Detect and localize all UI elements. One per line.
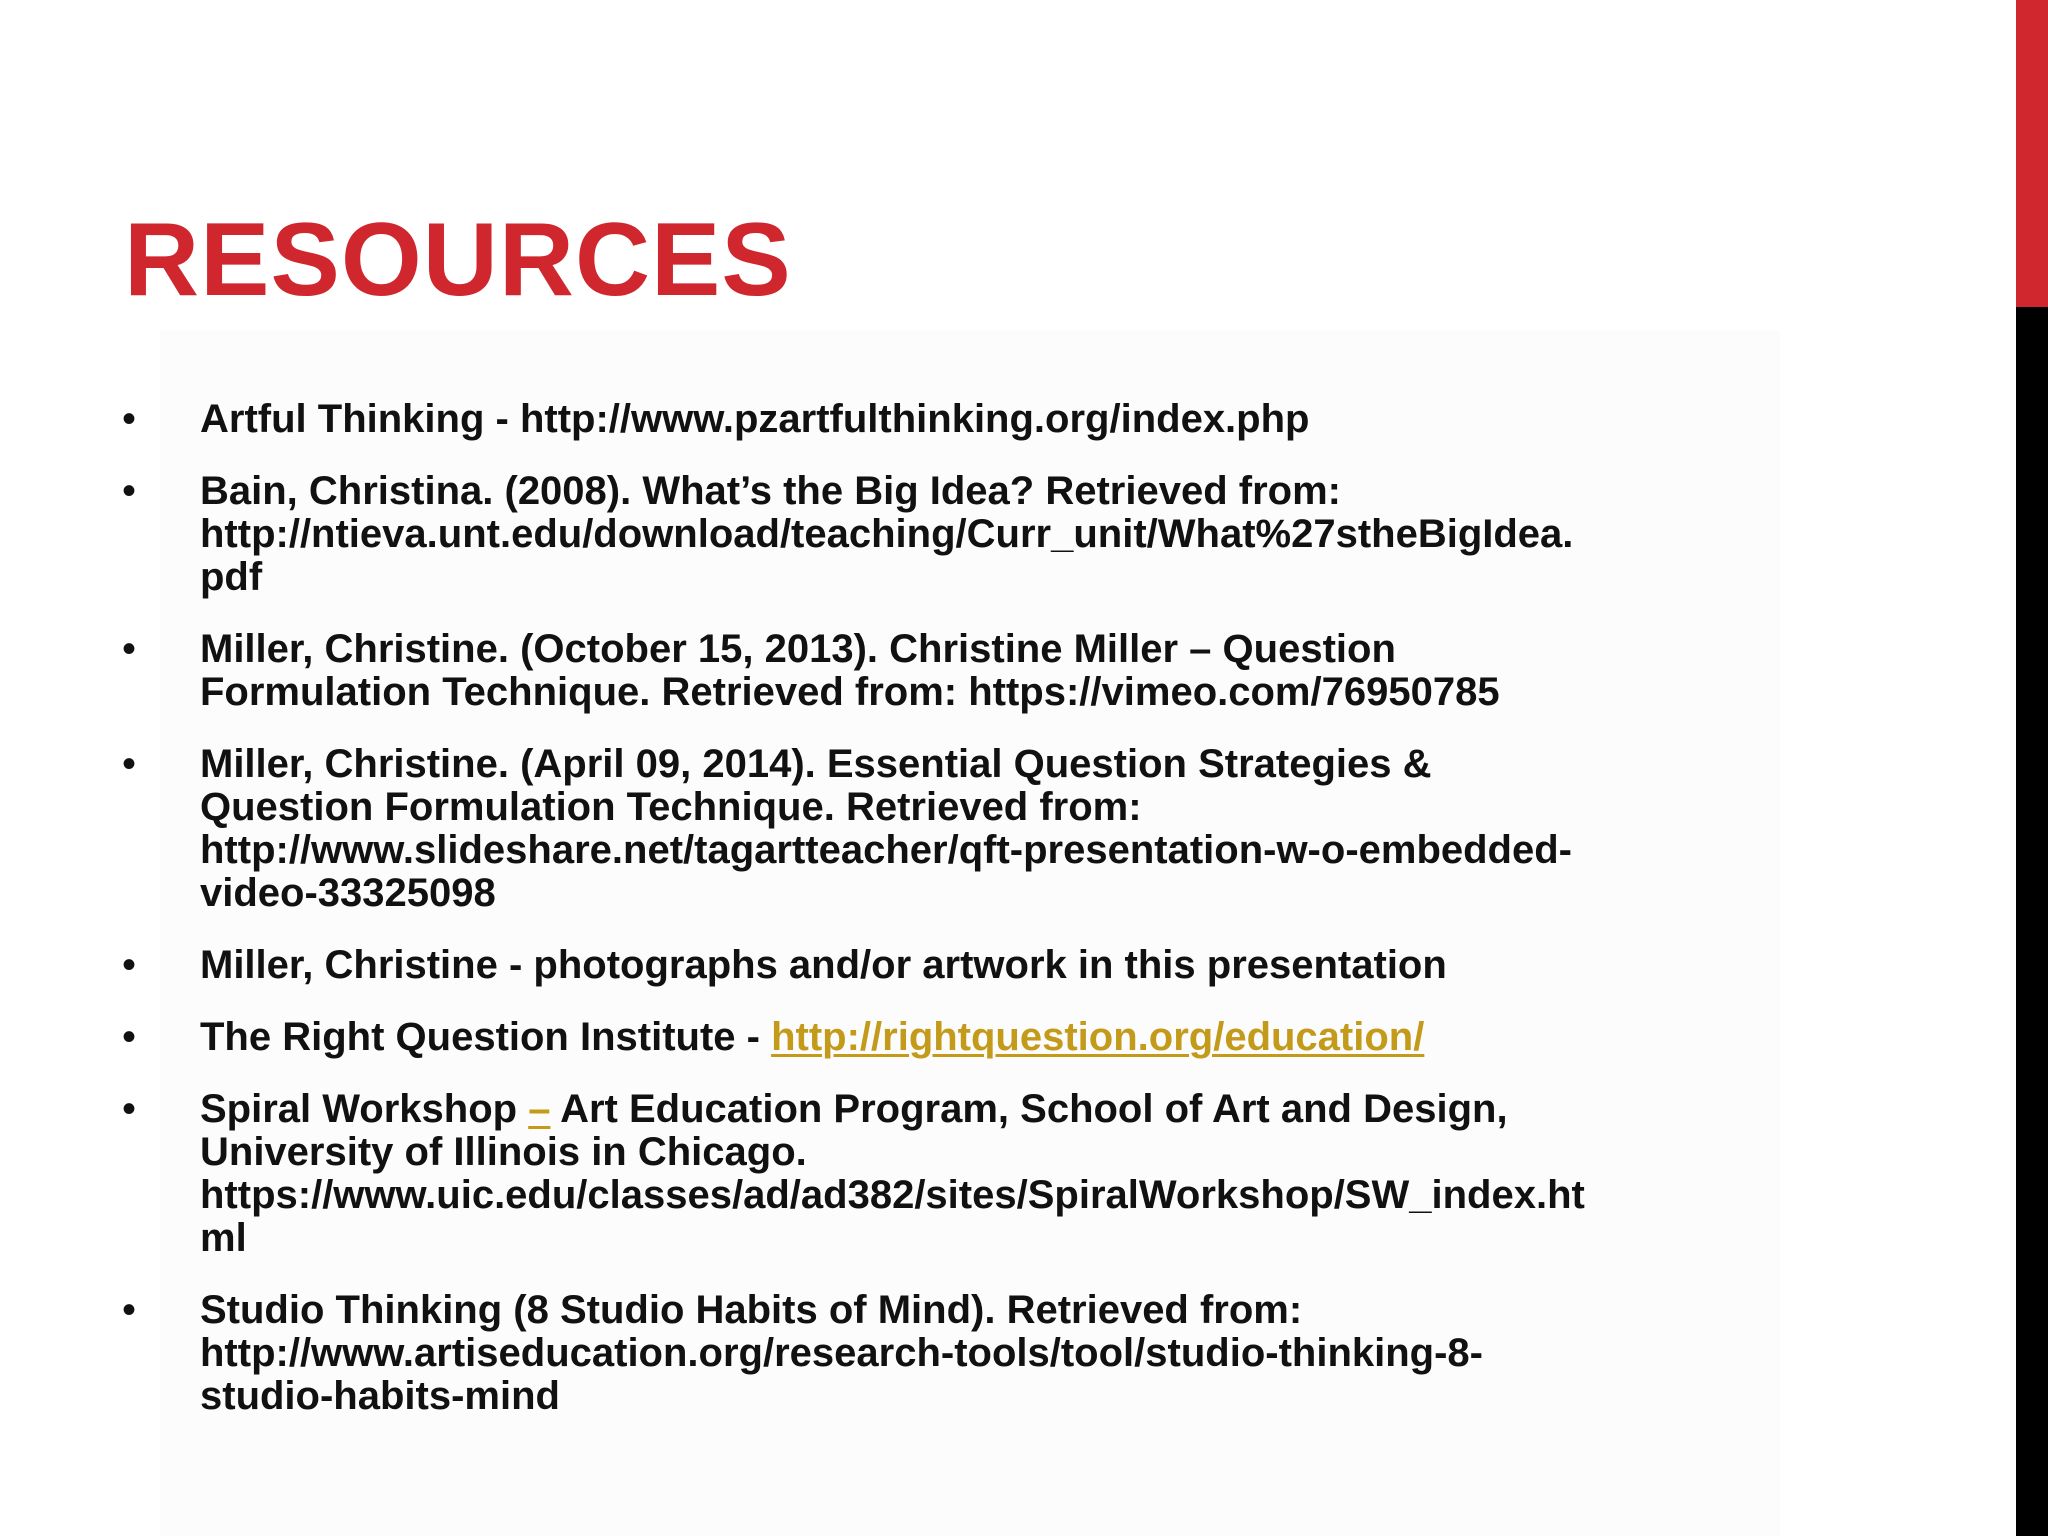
slide-title: RESOURCES <box>124 202 792 318</box>
bullet: • <box>122 627 137 671</box>
reference-text: The Right Question Institute - <box>200 1015 772 1059</box>
reference-text: Artful Thinking - http://www.pzartfulthinking.org/index.php <box>200 397 1310 441</box>
reference-line <box>200 1088 1782 1131</box>
reference-line: Miller, Christine. (April 09, 2014). Essential Question Strategies & <box>200 742 1432 786</box>
reference-item-miller-photographs <box>122 944 1782 987</box>
right-question-link[interactable]: http://rightquestion.org/education/ <box>771 1015 1425 1059</box>
spiral-workshop-link[interactable]: – <box>528 1087 551 1131</box>
reference-line: https://www.uic.edu/classes/ad/ad382/sites/SpiralWorkshop/SW_index.ht <box>200 1173 1585 1217</box>
reference-line: Studio Thinking (8 Studio Habits of Mind). Retrieved from: <box>200 1288 1303 1332</box>
reference-line: Formulation Technique. Retrieved from: https://vimeo.com/76950785 <box>200 670 1500 714</box>
reference-text: Spiral Workshop <box>200 1087 529 1131</box>
bullet: • <box>122 1087 137 1131</box>
reference-line: video-33325098 <box>200 871 496 915</box>
reference-line: http://www.artiseducation.org/research-tools/tool/studio-thinking-8- <box>200 1331 1483 1375</box>
reference-line: http://ntieva.unt.edu/download/teaching/Curr_unit/What%27stheBigIdea. <box>200 512 1574 556</box>
reference-item-miller-2013 <box>122 628 1782 714</box>
reference-line: http://www.slideshare.net/tagartteacher/qft-presentation-w-o-embedded- <box>200 828 1572 872</box>
bullet: • <box>122 1015 137 1059</box>
reference-text: Art Education Program, School of Art and Design, <box>550 1087 1508 1131</box>
bullet: • <box>122 469 137 513</box>
reference-item-artful-thinking <box>122 398 1782 441</box>
accent-bar-red <box>2016 0 2048 307</box>
reference-item-right-question <box>122 1016 1782 1059</box>
accent-bar-black <box>2016 307 2048 1536</box>
reference-line: Bain, Christina. (2008). What’s the Big Idea? Retrieved from: <box>200 469 1341 513</box>
reference-item-studio-thinking <box>122 1289 1782 1418</box>
reference-line: Question Formulation Technique. Retrieved from: <box>200 785 1142 829</box>
bullet: • <box>122 943 137 987</box>
reference-item-miller-2014 <box>122 743 1782 915</box>
bullet: • <box>122 742 137 786</box>
reference-line: studio-habits-mind <box>200 1374 560 1418</box>
reference-text: Miller, Christine - photographs and/or artwork in this presentation <box>200 943 1447 987</box>
bullet: • <box>122 1288 137 1332</box>
bullet: • <box>122 397 137 441</box>
reference-item-spiral-workshop <box>122 1088 1782 1260</box>
reference-item-bain <box>122 470 1782 599</box>
reference-list <box>122 398 1782 1447</box>
reference-line: ml <box>200 1216 247 1260</box>
reference-line: Miller, Christine. (October 15, 2013). Christine Miller – Question <box>200 627 1396 671</box>
reference-line: University of Illinois in Chicago. <box>200 1130 807 1174</box>
reference-line: pdf <box>200 555 263 599</box>
